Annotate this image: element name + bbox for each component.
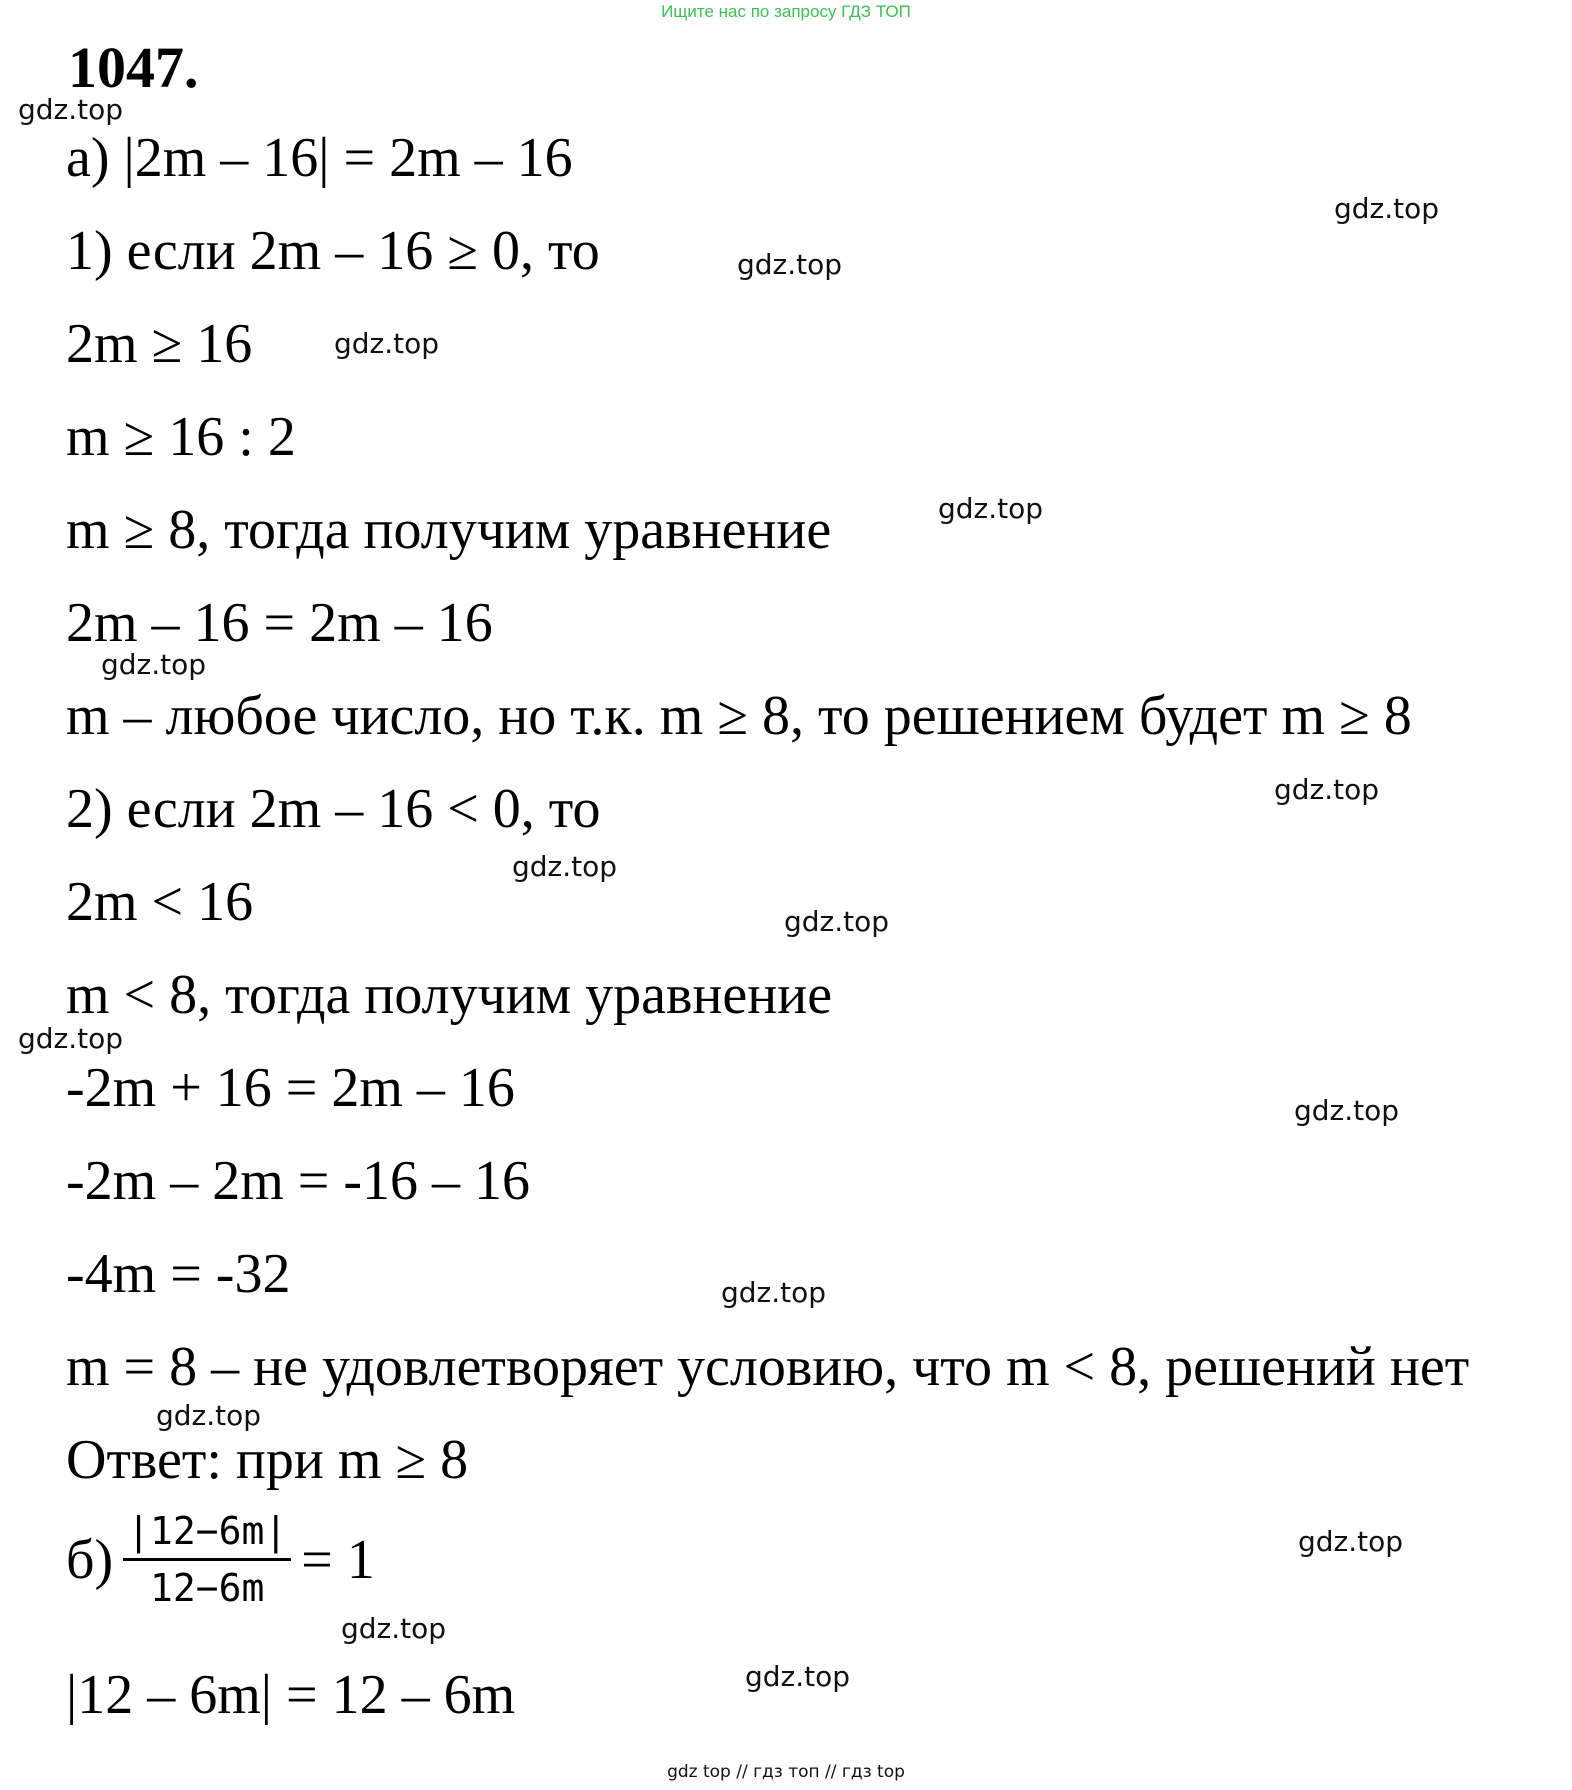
watermark: gdz.top	[745, 1660, 851, 1693]
watermark: gdz.top	[18, 93, 124, 126]
line-no-solutions: m = 8 – не удовлетворяет условию, что m < 8, решений нет	[66, 1336, 1470, 1398]
line-m-lt-8: m < 8, тогда получим уравнение	[66, 964, 833, 1026]
fraction-equals: = 1	[301, 1529, 375, 1592]
line-m-ge-8: m ≥ 8, тогда получим уравнение	[66, 499, 832, 561]
watermark: gdz.top	[721, 1276, 827, 1309]
line-m-ge-16-div-2: m ≥ 16 : 2	[66, 406, 296, 468]
watermark: gdz.top	[1274, 773, 1380, 806]
line-2m-lt-16: 2m < 16	[66, 871, 254, 933]
fraction-numerator: |12−6m|	[123, 1510, 291, 1561]
line-2m-ge-16: 2m ≥ 16	[66, 313, 253, 375]
line-case-1: 1) если 2m – 16 ≥ 0, то	[66, 220, 600, 282]
part-b-label: б)	[66, 1529, 114, 1592]
watermark: gdz.top	[334, 327, 440, 360]
watermark: gdz.top	[512, 850, 618, 883]
line-collect-terms: -2m – 2m = -16 – 16	[66, 1150, 530, 1212]
watermark: gdz.top	[1334, 192, 1440, 225]
watermark: gdz.top	[737, 248, 843, 281]
fraction	[123, 1510, 291, 1610]
line-part-b-absolute: |12 – 6m| = 12 – 6m	[66, 1664, 516, 1726]
watermark: gdz.top	[101, 648, 207, 681]
line-equation-case-2: -2m + 16 = 2m – 16	[66, 1057, 515, 1119]
line-minus-4m: -4m = -32	[66, 1243, 291, 1305]
footer-watermark: gdz top // гдз топ // гдз top	[667, 1762, 905, 1782]
search-notice: Ищите нас по запросу ГДЗ ТОП	[661, 2, 911, 21]
line-answer: Ответ: при m ≥ 8	[66, 1429, 469, 1491]
fraction-denominator: 12−6m	[150, 1565, 265, 1610]
watermark: gdz.top	[1294, 1094, 1400, 1127]
line-identity: 2m – 16 = 2m – 16	[66, 592, 493, 654]
problem-number: 1047.	[68, 35, 199, 100]
watermark: gdz.top	[1298, 1525, 1404, 1558]
watermark: gdz.top	[156, 1399, 262, 1432]
watermark: gdz.top	[18, 1022, 124, 1055]
line-a-equation: а) |2m – 16| = 2m – 16	[66, 127, 573, 189]
watermark: gdz.top	[341, 1612, 447, 1645]
watermark: gdz.top	[938, 492, 1044, 525]
line-any-number: m – любое число, но т.к. m ≥ 8, то решением будет m ≥ 8	[66, 685, 1412, 747]
line-part-b	[66, 1510, 375, 1610]
line-case-2: 2) если 2m – 16 < 0, то	[66, 778, 601, 840]
watermark: gdz.top	[784, 905, 890, 938]
